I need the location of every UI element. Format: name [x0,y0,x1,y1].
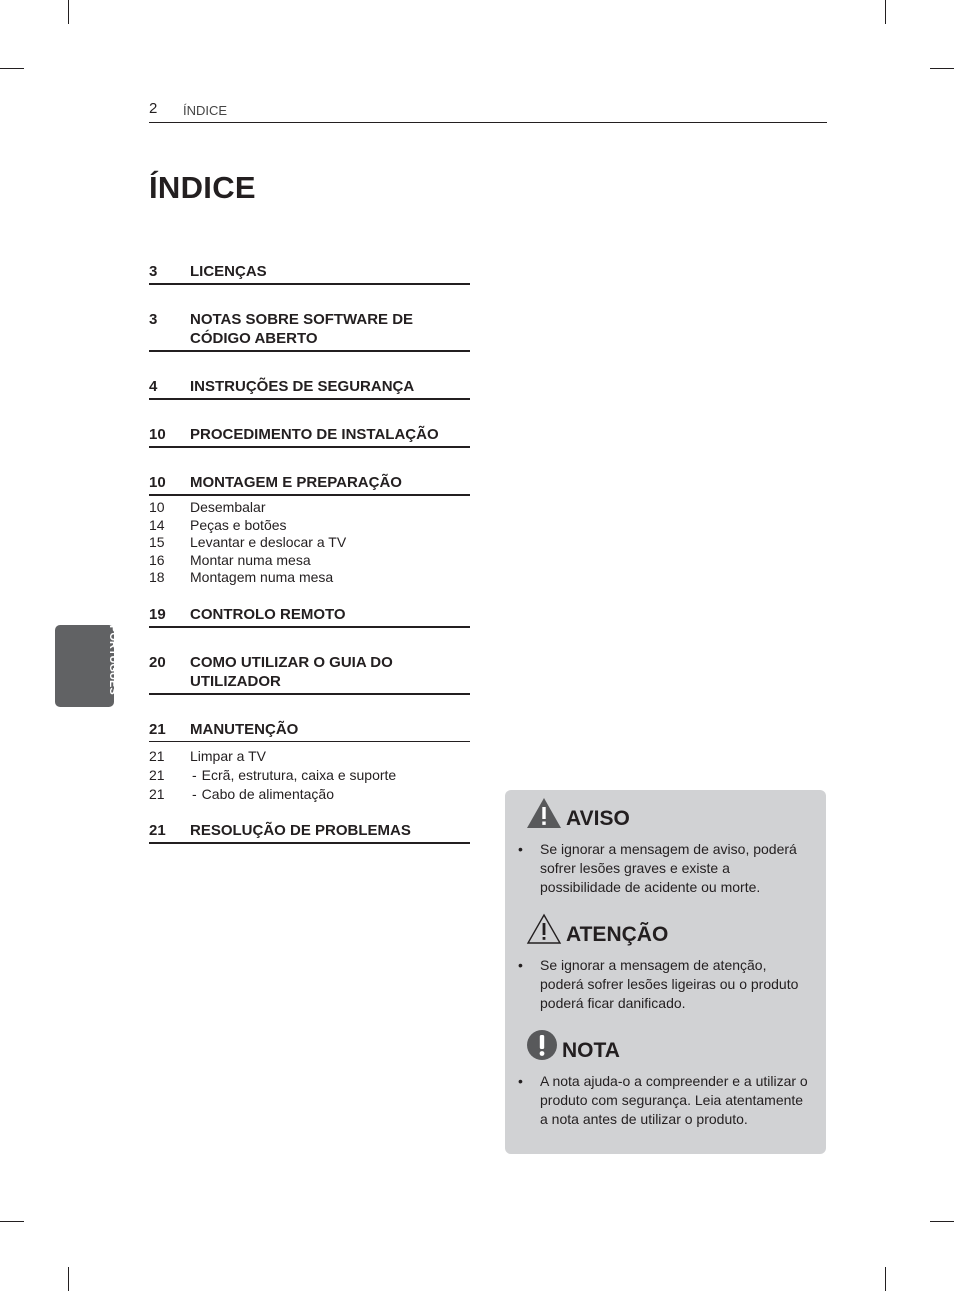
crop-mark [68,1267,69,1291]
toc-subentry-title-wrap [190,766,396,785]
crop-mark [0,1221,24,1222]
warning-title: AVISO [566,807,630,830]
toc-section [149,605,470,628]
toc-section [149,262,470,285]
toc-page-number: 3 [149,311,158,328]
warning-heading [526,797,630,829]
toc-section [149,377,470,400]
toc-sublist [149,747,470,804]
note-text [518,1072,810,1129]
crop-mark [0,68,24,69]
toc-page-number: 21 [149,720,166,738]
toc-subentry-title: Desembalar [190,499,266,515]
language-tab [55,625,114,707]
toc-entry-title: COMO UTILIZAR O GUIA DO UTILIZADOR [190,653,393,690]
toc-page-number: 21 [149,766,165,783]
toc-section [149,310,470,352]
toc-page-number: 21 [149,785,165,802]
toc-page-number: 18 [149,569,165,585]
table-of-contents [149,262,470,844]
toc-entry[interactable] [149,425,470,448]
page-number: 2 [149,100,158,117]
toc-entry[interactable] [149,473,470,496]
warning-text-content: Se ignorar a mensagem de aviso, poderá sofrer lesões graves e existe a possibilidade de acidente ou morte. [540,841,797,895]
toc-page-number: 20 [149,653,166,671]
crop-mark [930,1221,954,1222]
toc-subentry-title: Levantar e deslocar a TV [190,534,347,550]
dash-mark: - [192,785,197,802]
running-head [149,99,827,123]
caution-text [518,956,810,1013]
toc-subentry-title: Limpar a TV [190,747,266,764]
toc-section [149,473,470,587]
toc-entry[interactable] [149,720,470,742]
bullet: • [518,957,523,973]
toc-section [149,425,470,448]
bullet: • [518,1073,523,1089]
toc-page-number: 10 [149,499,165,515]
toc-page-number: 15 [149,534,165,550]
toc-page-number: 14 [149,516,165,533]
toc-entry-title: MONTAGEM E PREPARAÇÃO [190,474,402,491]
toc-entry[interactable] [149,262,470,285]
toc-page-number: 21 [149,747,165,764]
toc-page-number: 4 [149,378,158,395]
caution-text-content: Se ignorar a mensagem de atenção, poderá sofrer lesões ligeiras ou o produto poderá ficar danificado. [540,957,799,1011]
toc-entry-title: RESOLUÇÃO DE PROBLEMAS [190,821,411,839]
note-text-content: A nota ajuda-o a compreender e a utilizar o produto com segurança. Leia atentamente a nota antes de utilizar o produto. [540,1073,808,1127]
toc-entry-title: NOTAS SOBRE SOFTWARE DE CÓDIGO ABERTO [190,311,414,347]
caution-heading [526,913,668,945]
toc-page-number: 10 [149,474,166,491]
toc-subentry[interactable] [149,534,470,552]
page-title: ÍNDICE [149,170,256,205]
toc-subentry-title: Peças e botões [190,516,287,533]
toc-entry[interactable] [149,605,470,628]
toc-page-number: 16 [149,551,165,568]
toc-entry-title: CONTROLO REMOTO [190,605,346,623]
toc-subentry-title: Montar numa mesa [190,551,311,568]
toc-entry[interactable] [149,310,470,352]
toc-subentry-title-wrap [190,785,334,804]
toc-entry-title: LICENÇAS [190,263,267,280]
toc-sublist [149,499,470,587]
toc-entry-title: PROCEDIMENTO DE INSTALAÇÃO [190,426,439,443]
notices-box [505,790,826,1154]
note-exclamation-icon [526,1029,562,1061]
running-head-label: ÍNDICE [183,103,228,118]
crop-mark [930,68,954,69]
toc-section [149,720,470,804]
toc-subentry-title: Montagem numa mesa [190,569,334,585]
crop-mark [885,0,886,24]
toc-entry-title: INSTRUÇÕES DE SEGURANÇA [190,378,415,395]
toc-subentry-title: Ecrã, estrutura, caixa e suporte [201,766,397,783]
toc-subentry[interactable] [149,747,470,766]
warning-triangle-icon [526,797,562,829]
toc-subentry[interactable] [149,785,470,804]
note-heading [526,1029,620,1061]
warning-text [518,840,810,897]
toc-entry[interactable] [149,821,470,844]
toc-page-number: 21 [149,821,166,839]
toc-subentry[interactable] [149,766,470,785]
caution-title: ATENÇÃO [566,923,669,946]
toc-entry[interactable] [149,653,470,695]
dash-mark: - [192,766,197,783]
toc-section [149,653,470,695]
toc-subentry-title: Cabo de alimentação [201,785,334,802]
toc-subentry[interactable] [149,569,470,587]
toc-subentry[interactable] [149,552,470,570]
note-title: NOTA [562,1039,620,1062]
toc-entry[interactable] [149,377,470,400]
bullet: • [518,841,523,857]
toc-subentry[interactable] [149,517,470,535]
toc-subentry[interactable] [149,499,470,517]
caution-triangle-icon [526,913,562,945]
crop-mark [68,0,69,24]
toc-page-number: 10 [149,426,166,443]
crop-mark [885,1267,886,1291]
toc-entry-title: MANUTENÇÃO [190,720,299,738]
toc-page-number: 3 [149,263,158,280]
toc-section [149,821,470,844]
language-tab-label: PORTUGUÊS [107,625,119,695]
toc-page-number: 19 [149,605,166,623]
